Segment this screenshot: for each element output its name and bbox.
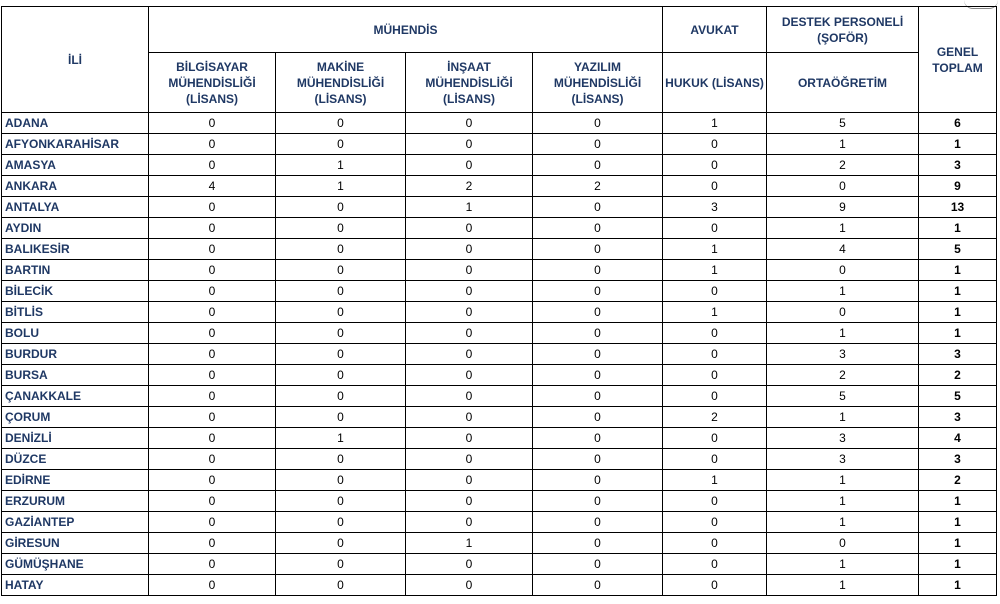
value-cell: 4	[767, 239, 919, 260]
value-cell: 5	[767, 113, 919, 134]
value-cell: 0	[533, 260, 663, 281]
value-cell: 0	[406, 386, 533, 407]
value-cell: 0	[663, 176, 767, 197]
value-cell: 0	[149, 512, 276, 533]
value-cell: 0	[533, 491, 663, 512]
value-cell: 1	[406, 197, 533, 218]
value-cell: 0	[767, 260, 919, 281]
value-cell: 0	[533, 512, 663, 533]
value-cell: 0	[276, 407, 406, 428]
city-cell: AYDIN	[2, 218, 149, 239]
header-avukat: AVUKAT	[663, 7, 767, 53]
city-cell: BURDUR	[2, 344, 149, 365]
value-cell: 0	[149, 533, 276, 554]
value-cell: 0	[276, 197, 406, 218]
city-cell: BALIKESİR	[2, 239, 149, 260]
table-row	[2, 239, 997, 260]
table-row	[2, 176, 997, 197]
total-cell: 4	[919, 428, 997, 449]
total-cell: 1	[919, 323, 997, 344]
value-cell: 0	[276, 491, 406, 512]
value-cell: 0	[149, 470, 276, 491]
value-cell: 0	[533, 407, 663, 428]
value-cell: 0	[149, 302, 276, 323]
value-cell: 0	[533, 365, 663, 386]
total-cell: 1	[919, 281, 997, 302]
value-cell: 0	[663, 512, 767, 533]
value-cell: 0	[276, 533, 406, 554]
total-cell: 1	[919, 302, 997, 323]
header-ortaogretim: ORTAÖĞRETİM	[767, 53, 919, 113]
value-cell: 1	[663, 302, 767, 323]
value-cell: 0	[533, 155, 663, 176]
value-cell: 2	[533, 176, 663, 197]
city-cell: BURSA	[2, 365, 149, 386]
value-cell: 0	[406, 344, 533, 365]
value-cell: 0	[149, 134, 276, 155]
value-cell: 0	[406, 281, 533, 302]
table-row	[2, 533, 997, 554]
total-cell: 3	[919, 449, 997, 470]
value-cell: 0	[276, 134, 406, 155]
value-cell: 0	[276, 344, 406, 365]
city-cell: DENİZLİ	[2, 428, 149, 449]
city-cell: HATAY	[2, 575, 149, 596]
value-cell: 0	[149, 197, 276, 218]
city-cell: EDİRNE	[2, 470, 149, 491]
value-cell: 0	[406, 428, 533, 449]
total-cell: 2	[919, 365, 997, 386]
value-cell: 0	[276, 260, 406, 281]
table-row	[2, 155, 997, 176]
value-cell: 0	[149, 113, 276, 134]
header-genel-toplam: GENEL TOPLAM	[919, 7, 997, 113]
value-cell: 1	[276, 428, 406, 449]
total-cell: 5	[919, 239, 997, 260]
header-il: İLİ	[2, 7, 149, 113]
total-cell: 2	[919, 470, 997, 491]
value-cell: 0	[663, 281, 767, 302]
value-cell: 0	[663, 323, 767, 344]
value-cell: 0	[149, 428, 276, 449]
value-cell: 0	[149, 386, 276, 407]
total-cell: 3	[919, 407, 997, 428]
value-cell: 0	[406, 470, 533, 491]
table-row	[2, 323, 997, 344]
value-cell: 0	[663, 386, 767, 407]
value-cell: 0	[149, 575, 276, 596]
value-cell: 1	[276, 176, 406, 197]
value-cell: 1	[767, 470, 919, 491]
value-cell: 0	[767, 533, 919, 554]
city-cell: ANTALYA	[2, 197, 149, 218]
total-cell: 1	[919, 134, 997, 155]
value-cell: 0	[149, 449, 276, 470]
table-row	[2, 554, 997, 575]
total-cell: 3	[919, 344, 997, 365]
value-cell: 0	[276, 575, 406, 596]
value-cell: 0	[533, 449, 663, 470]
table-row	[2, 365, 997, 386]
value-cell: 0	[533, 386, 663, 407]
value-cell: 0	[276, 323, 406, 344]
value-cell: 0	[149, 407, 276, 428]
value-cell: 0	[533, 218, 663, 239]
city-cell: AFYONKARAHİSAR	[2, 134, 149, 155]
header-hukuk: HUKUK (LİSANS)	[663, 53, 767, 113]
value-cell: 0	[406, 449, 533, 470]
value-cell: 0	[276, 386, 406, 407]
table-row	[2, 575, 997, 596]
value-cell: 0	[149, 491, 276, 512]
table-row	[2, 281, 997, 302]
value-cell: 0	[276, 512, 406, 533]
total-cell: 1	[919, 260, 997, 281]
value-cell: 0	[149, 155, 276, 176]
value-cell: 1	[767, 491, 919, 512]
total-cell: 13	[919, 197, 997, 218]
table-row	[2, 134, 997, 155]
value-cell: 0	[406, 365, 533, 386]
value-cell: 0	[663, 134, 767, 155]
city-cell: GİRESUN	[2, 533, 149, 554]
city-cell: BİLECİK	[2, 281, 149, 302]
table-row	[2, 218, 997, 239]
table-row	[2, 197, 997, 218]
value-cell: 0	[663, 533, 767, 554]
value-cell: 0	[406, 218, 533, 239]
value-cell: 0	[276, 113, 406, 134]
value-cell: 0	[149, 365, 276, 386]
value-cell: 0	[663, 554, 767, 575]
value-cell: 0	[406, 155, 533, 176]
value-cell: 1	[767, 323, 919, 344]
value-cell: 1	[276, 155, 406, 176]
value-cell: 0	[406, 512, 533, 533]
value-cell: 4	[149, 176, 276, 197]
value-cell: 3	[767, 428, 919, 449]
table-row	[2, 428, 997, 449]
value-cell: 0	[663, 365, 767, 386]
value-cell: 1	[767, 218, 919, 239]
value-cell: 0	[533, 344, 663, 365]
table-row	[2, 407, 997, 428]
value-cell: 0	[663, 575, 767, 596]
total-cell: 3	[919, 155, 997, 176]
city-cell: ÇORUM	[2, 407, 149, 428]
value-cell: 0	[533, 323, 663, 344]
city-cell: ADANA	[2, 113, 149, 134]
value-cell: 0	[406, 323, 533, 344]
city-cell: ERZURUM	[2, 491, 149, 512]
value-cell: 0	[406, 407, 533, 428]
value-cell: 0	[406, 575, 533, 596]
value-cell: 0	[533, 113, 663, 134]
value-cell: 0	[406, 260, 533, 281]
value-cell: 2	[663, 407, 767, 428]
value-cell: 2	[767, 365, 919, 386]
city-cell: ANKARA	[2, 176, 149, 197]
value-cell: 0	[276, 449, 406, 470]
value-cell: 0	[663, 155, 767, 176]
header-yazilim: YAZILIM MÜHENDİSLİĞİ (LİSANS)	[533, 53, 663, 113]
value-cell: 0	[533, 239, 663, 260]
value-cell: 0	[663, 449, 767, 470]
value-cell: 0	[276, 281, 406, 302]
value-cell: 0	[276, 470, 406, 491]
value-cell: 1	[767, 407, 919, 428]
value-cell: 0	[149, 323, 276, 344]
total-cell: 6	[919, 113, 997, 134]
value-cell: 0	[276, 554, 406, 575]
value-cell: 0	[406, 302, 533, 323]
city-cell: ÇANAKKALE	[2, 386, 149, 407]
value-cell: 0	[406, 239, 533, 260]
table-row	[2, 344, 997, 365]
value-cell: 0	[276, 365, 406, 386]
value-cell: 2	[406, 176, 533, 197]
city-cell: BARTIN	[2, 260, 149, 281]
value-cell: 1	[406, 533, 533, 554]
value-cell: 0	[533, 575, 663, 596]
value-cell: 0	[767, 176, 919, 197]
value-cell: 0	[149, 260, 276, 281]
value-cell: 0	[406, 134, 533, 155]
value-cell: 0	[533, 470, 663, 491]
total-cell: 1	[919, 554, 997, 575]
total-cell: 5	[919, 386, 997, 407]
value-cell: 1	[767, 134, 919, 155]
table-row	[2, 470, 997, 491]
value-cell: 2	[767, 155, 919, 176]
value-cell: 0	[533, 197, 663, 218]
city-cell: AMASYA	[2, 155, 149, 176]
value-cell: 3	[663, 197, 767, 218]
total-cell: 9	[919, 176, 997, 197]
value-cell: 0	[149, 554, 276, 575]
city-cell: GAZİANTEP	[2, 512, 149, 533]
value-cell: 9	[767, 197, 919, 218]
value-cell: 1	[663, 470, 767, 491]
total-cell: 1	[919, 491, 997, 512]
value-cell: 0	[406, 113, 533, 134]
value-cell: 5	[767, 386, 919, 407]
value-cell: 1	[767, 575, 919, 596]
value-cell: 0	[406, 554, 533, 575]
value-cell: 0	[533, 428, 663, 449]
header-muhendis: MÜHENDİS	[149, 7, 663, 53]
header-makine: MAKİNE MÜHENDİSLİĞİ (LİSANS)	[276, 53, 406, 113]
table-body	[2, 113, 997, 596]
total-cell: 1	[919, 218, 997, 239]
value-cell: 1	[663, 113, 767, 134]
value-cell: 1	[767, 281, 919, 302]
header-destek: DESTEK PERSONELİ (ŞOFÖR)	[767, 7, 919, 53]
value-cell: 0	[533, 554, 663, 575]
value-cell: 0	[533, 134, 663, 155]
table-row	[2, 386, 997, 407]
value-cell: 0	[276, 218, 406, 239]
header-insaat: İNŞAAT MÜHENDİSLİĞİ (LİSANS)	[406, 53, 533, 113]
value-cell: 0	[149, 239, 276, 260]
city-cell: DÜZCE	[2, 449, 149, 470]
total-cell: 1	[919, 533, 997, 554]
value-cell: 1	[767, 512, 919, 533]
value-cell: 0	[663, 491, 767, 512]
table-row	[2, 491, 997, 512]
table-row	[2, 113, 997, 134]
table-wrapper	[1, 6, 997, 596]
total-cell: 1	[919, 512, 997, 533]
table-row	[2, 260, 997, 281]
vacancy-table	[1, 6, 997, 596]
city-cell: GÜMÜŞHANE	[2, 554, 149, 575]
value-cell: 3	[767, 344, 919, 365]
value-cell: 0	[276, 302, 406, 323]
city-cell: BİTLİS	[2, 302, 149, 323]
table-row	[2, 449, 997, 470]
table-row	[2, 302, 997, 323]
value-cell: 3	[767, 449, 919, 470]
value-cell: 0	[533, 281, 663, 302]
table-row	[2, 512, 997, 533]
value-cell: 0	[149, 281, 276, 302]
header-bilgisayar: BİLGİSAYAR MÜHENDİSLİĞİ (LİSANS)	[149, 53, 276, 113]
value-cell: 1	[767, 554, 919, 575]
value-cell: 0	[533, 302, 663, 323]
value-cell: 0	[406, 491, 533, 512]
value-cell: 0	[663, 344, 767, 365]
total-cell: 1	[919, 575, 997, 596]
value-cell: 0	[767, 302, 919, 323]
value-cell: 0	[533, 533, 663, 554]
value-cell: 0	[149, 218, 276, 239]
city-cell: BOLU	[2, 323, 149, 344]
value-cell: 0	[149, 344, 276, 365]
value-cell: 1	[663, 239, 767, 260]
value-cell: 0	[276, 239, 406, 260]
value-cell: 1	[663, 260, 767, 281]
value-cell: 0	[663, 218, 767, 239]
value-cell: 0	[663, 428, 767, 449]
